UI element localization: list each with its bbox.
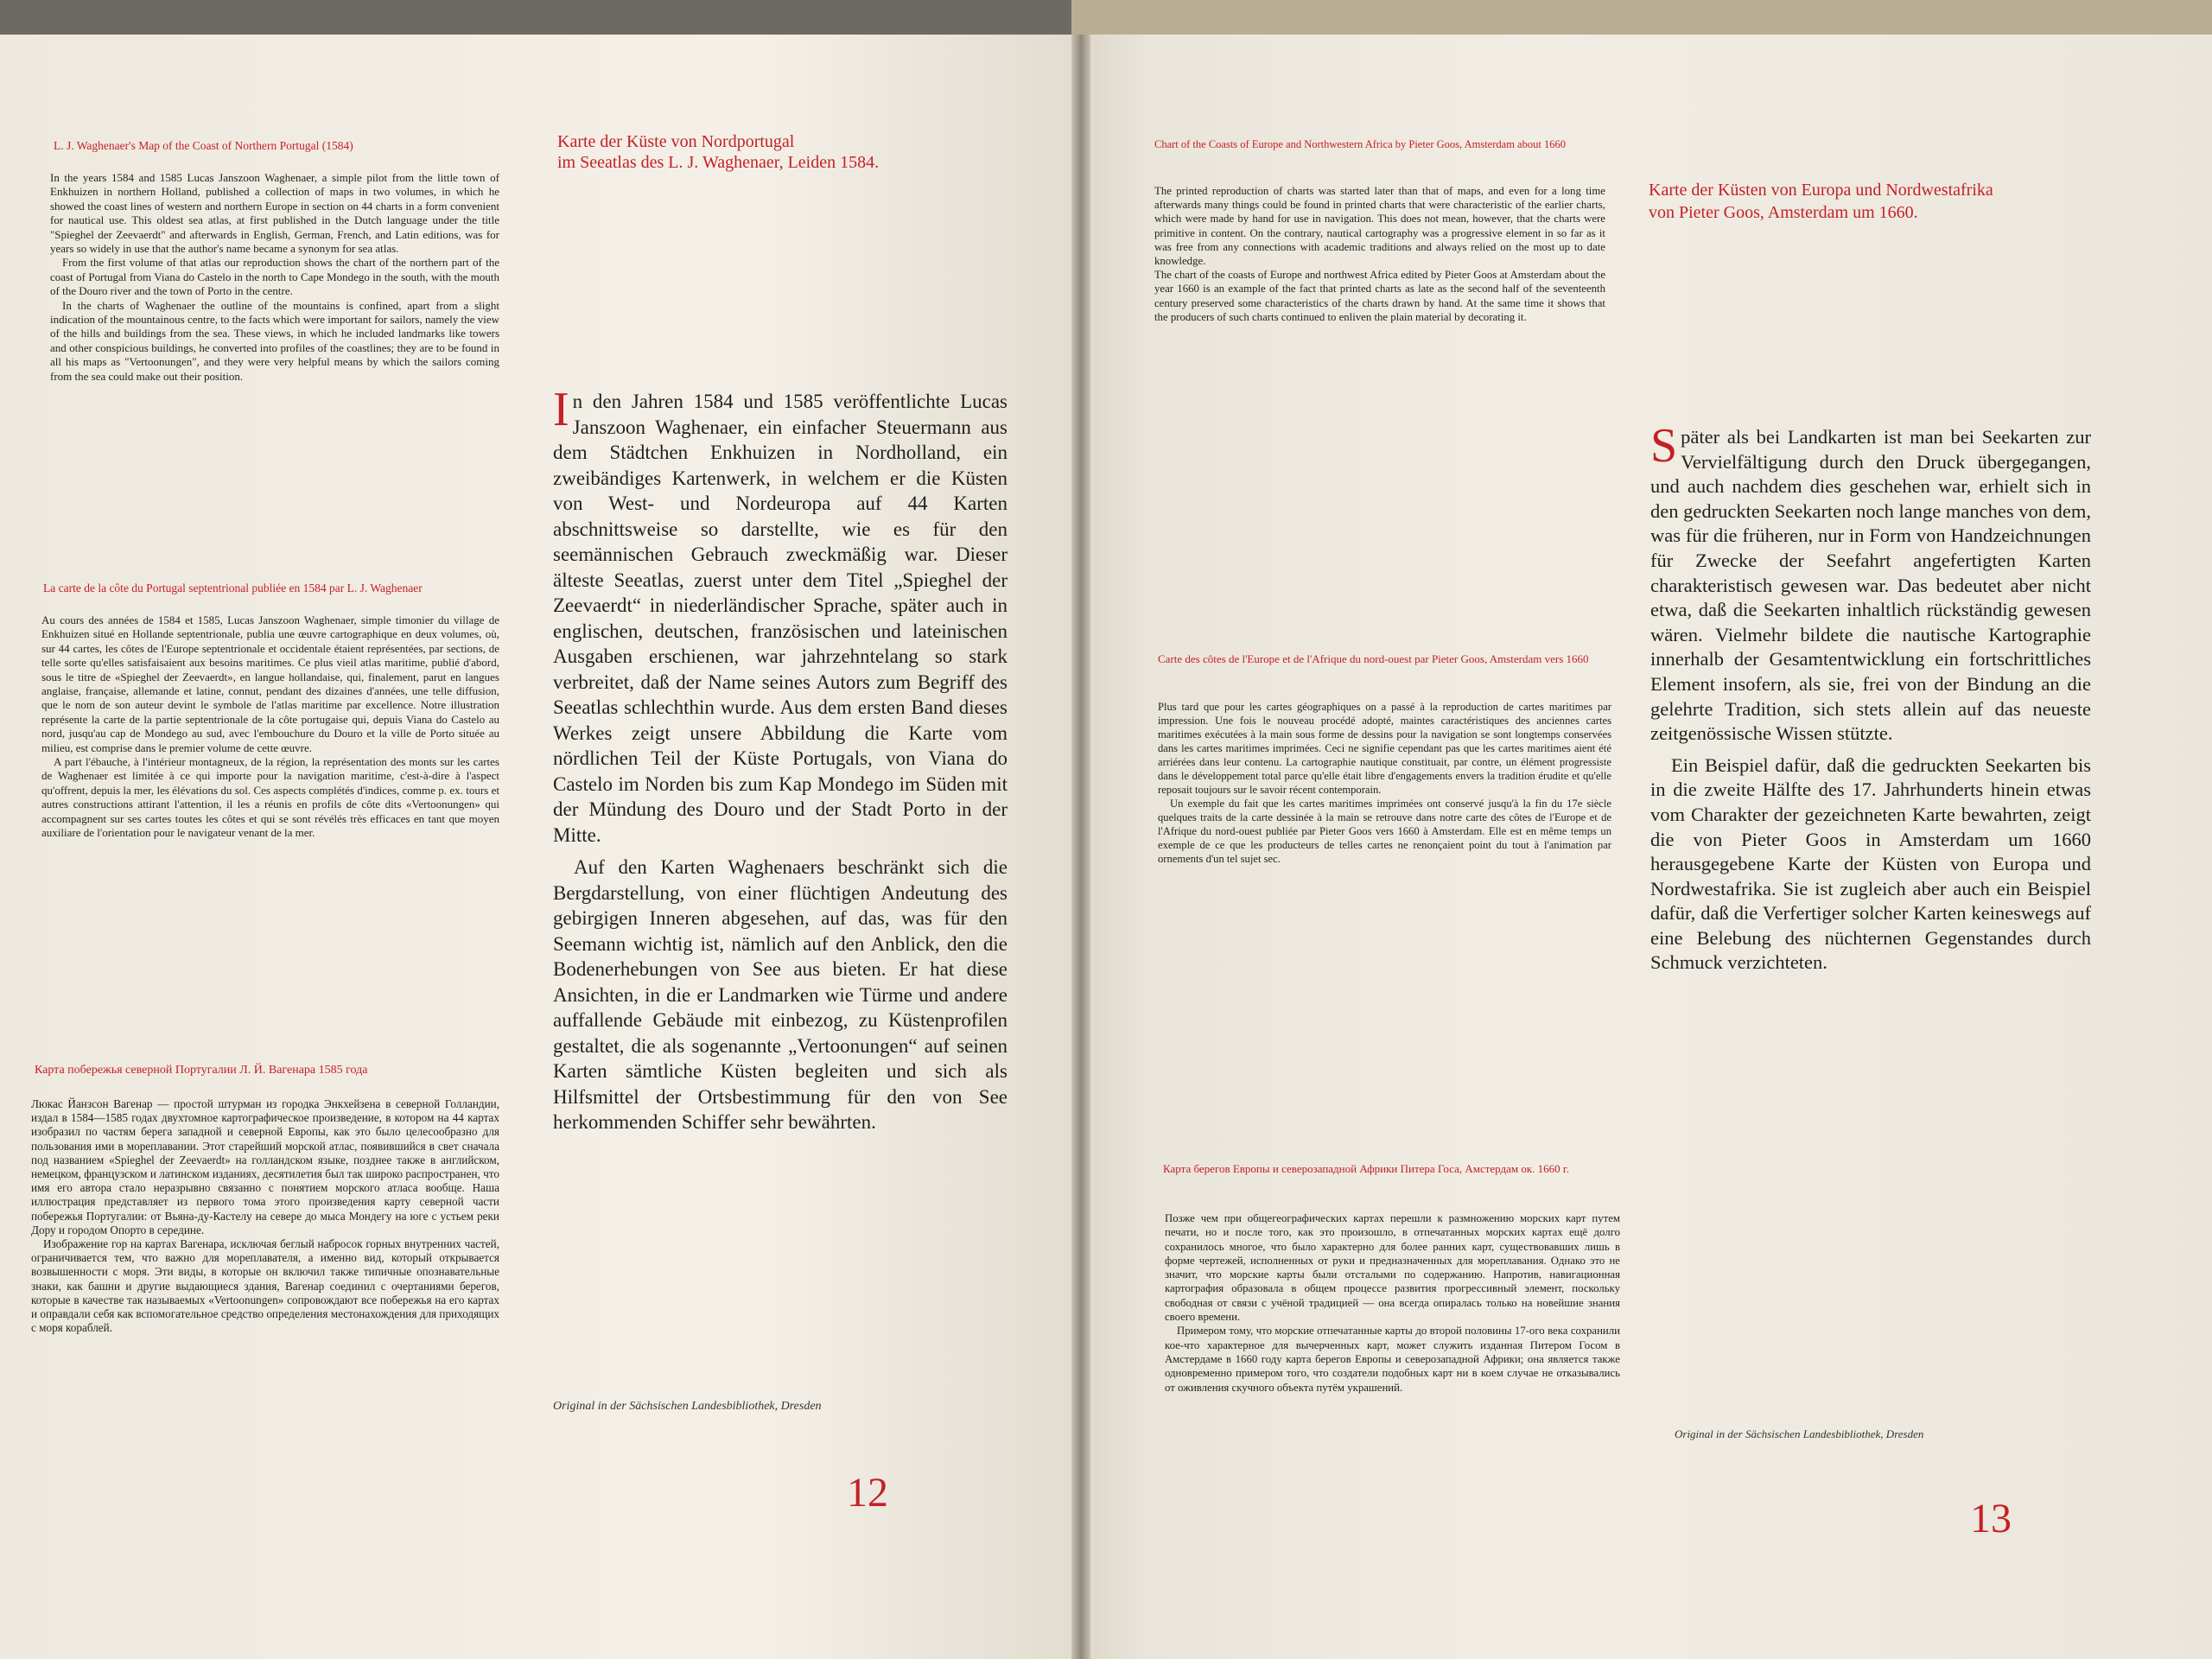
german-paragraph-1 xyxy=(1650,419,2091,747)
credit-line-left: Original in der Sächsischen Landesbibliothek, Dresden xyxy=(553,1400,822,1413)
english-paragraph-1: The printed reproduction of charts was started later than that of maps, and even for a long time afterwards many things could be found in printed charts that were characteristic of the earlier charts, which were made by hand for use in navigation. This does not mean, however, that the charts were primitive in content. On the contrary, nautical cartography was a progressive element in so far as it was free from any connections with academic traditions and always relied on the most up to date knowledge. xyxy=(1154,185,1605,268)
russian-paragraph-1: Позже чем при общегеографических картах перешли к размножению морских карт путем печати, но и после того, как это произошло, в отпечатанных морских картах ещё долго сохранилось многое, что было характерно для более ранних карт, существовавших лишь в форме чертежей, исполненных от руки и предназначенных для мореплавания. Однако это не значит, что морские карты были отсталыми по содержанию. Напротив, навигационная картография образовала в общем процессе развития прогрессивный элемент, поскольку свободная от связи с учёной традицией — она всегда опиралась только на новейшие знания своего времени. xyxy=(1165,1212,1620,1324)
credit-line-right: Original in der Sächsischen Landesbibliothek, Dresden xyxy=(1675,1427,1924,1440)
french-caption-right: Carte des côtes de l'Europe et de l'Afrique du nord-ouest par Pieter Goos, Amsterdam vers 1660 xyxy=(1158,652,1589,665)
french-caption-left: La carte de la côte du Portugal septentrional publiée en 1584 par L. J. Waghenaer xyxy=(43,582,423,594)
english-paragraph-2: The chart of the coasts of Europe and northwest Africa edited by Pieter Goos at Amsterdam about the year 1660 is an example of the fact that printed charts as late as the second half of the seventeenth century preserved some characteristics of the charts drawn by hand. At the same time it shows that the producers of such charts continued to enliven the plain material by decorating it. xyxy=(1154,269,1605,323)
german-title-line-1: Karte der Küsten von Europa und Nordwestafrika xyxy=(1649,181,1993,200)
french-text-left xyxy=(41,613,499,841)
russian-paragraph-1: Люкас Йанзсон Вагенар — простой штурман из городка Энкхейзена в северной Голландии, издал в 1584—1585 годах двухтомное картографическое произведение, в котором на 44 картах изобразил по частям берега западной и северной Европы, как это было целесообразно для пользования ими в мореплавании. Этот старейший морской атлас, появившийся в свет сначала под названием «Spieghel der Zeevaerdt» на голландском языке, позднее также в английском, немецком, французском и латинском изданиях, десятилетия был так широко распространен, что имя его автора стало неразрывно связанно с понятием морского атласа вообще. Наша иллюстрация представляет из первого тома этого произведения карту северной части побережья Португалии: от Вьяна-ду-Кастелу на севере до мыса Мондегу на юге с устьем реки Дору и городом Опорто в середине. xyxy=(31,1097,499,1236)
english-caption-left: L. J. Waghenaer's Map of the Coast of Northern Portugal (1584) xyxy=(54,139,353,152)
page-number-left: 12 xyxy=(847,1470,888,1516)
russian-text-right xyxy=(1165,1211,1620,1395)
german-paragraph-1 xyxy=(553,383,1007,848)
english-text-left xyxy=(50,171,499,384)
german-paragraph-2: Ein Beispiel dafür, daß die gedruckten Seekarten bis in die zweite Hälfte des 17. Jahrhunderts hinein etwas vom Charakter der gezeichneten Karte bewahrten, zeigt die von Pieter Goos in Amsterdam um 1660 herausgegebene Karte der Küsten von Europa und Nordwestafrika. Sie ist zugleich aber auch ein Beispiel dafür, daß die Verfertiger solcher Karten keineswegs auf eine Belebung des nüchternen Gegenstandes durch Schmuck verzichteten. xyxy=(1650,753,2091,974)
russian-paragraph-2: Изображение гор на картах Вагенара, исключая беглый набросок горных внутренних частей, ограничивается тем, что важно для мореплавателя, а именно вид, который открывается возвышенности с моря. Эти виды, в которые он включил также типичные опознавательные знаки, как башни и другие выдающиеся здания, Вагенар соединил с очертаниями берегов, которые в качестве так называемых «Vertoonungen» сопровождают все побережья на его картах и оправдали себя как вспомогательное средство определения местонахождения для приходящих с моря кораблей. xyxy=(31,1237,499,1335)
right-page xyxy=(1080,35,2212,1659)
page-number-right: 13 xyxy=(1970,1496,2012,1541)
french-text-right xyxy=(1158,700,1611,866)
german-paragraph-2: Auf den Karten Waghenaers beschränkt sich die Bergdarstellung, von einer flüchtigen Andeutung des gebirgigen Inneren abgesehen, auf das, was für den Seemann wichtig ist, nämlich auf den Anblick, den die Bodenerhebungen von See aus bieten. Er hat diese Ansichten, in die er Landmarken wie Türme und andere auffallende Gebäude mit einbezog, zu Küstenprofilen gestaltet, die als sogenannte „Vertoonungen“ auf seinen Karten sämtliche Küsten begleiten und sich als Hilfsmittel der Ortsbestimmung für den von See herkommenden Schiffer sehr bewährten. xyxy=(553,856,1007,1133)
drop-cap: I xyxy=(553,383,569,436)
english-paragraph-2: From the first volume of that atlas our reproduction shows the chart of the northern part of the coast of Portugal from Viana do Castelo in the north to Cape Mondego in the south, with the mouth of the Douro river and the town of Porto in the centre. xyxy=(50,256,499,298)
russian-caption-left: Карта побережья северной Португалии Л. Й. Вагенара 1585 года xyxy=(35,1064,368,1077)
english-caption-right: Chart of the Coasts of Europe and Northwestern Africa by Pieter Goos, Amsterdam about 1660 xyxy=(1154,138,1566,150)
french-paragraph-1: Au cours des années de 1584 et 1585, Lucas Janszoon Waghenaer, simple timonier du village de Enkhuizen situé en Hollande septentrionale, publia une œuvre cartographique en deux volumes, où, sur 44 cartes, les côtes de l'Europe septentrionale et occidentale étaient représentées, par sections, de telle sorte qu'elles satisfaisaient aux besoins maritimes. Ce plus vieil atlas maritime, publié d'abord, sous le titre de «Spieghel der Zeevaerdt», en langue hollandaise, qui, finalement, parut en langues anglaise, française, allemande et latine, connut, pendant des dizaines d'années, une telle diffusion, que le nom de son auteur devint le symbole de l'atlas maritime par excellence. Notre illustration représente la carte de la partie septentrionale de la côte portugaise qui, depuis Viana do Castelo au nord, jusqu'au cap de Mondego au sud, avec l'embouchure du Douro et la ville de Porto située au milieu, est comprise dans le premier volume de cette œuvre. xyxy=(41,613,499,754)
german-paragraph-1-text: päter als bei Landkarten ist man bei Seekarten zur Vervielfältigung durch den Druck übergegangen, und auch nachdem dies geschehen war, erhielt sich in den gedruckten Seekarten noch lange manches von dem, was für die früheren, nur in Form von Handzeichnungen für Zwecke der Seefahrt angefertigten Karten charakteristisch gewesen war. Das bedeutet aber nicht etwa, daß die Seekarten inhaltlich rückständig gewesen wären. Vielmehr bildete die nautische Kartographie innerhalb der Gesamtentwicklung ein fortschrittliches Element insofern, als sie, frei von der Bindung an die gelehrte Tradition, sich stets allein auf das neueste zeitgenössische Wissen stützte. xyxy=(1650,426,2091,745)
left-page xyxy=(0,35,1080,1659)
french-paragraph-2: A part l'ébauche, à l'intérieur montagneux, de la région, la représentation des monts sur les cartes de Waghenaer est limitée à ce qui importe pour la navigation maritime, c'est-à-dire à l'aspect qu'offrent, depuis la mer, les élévations du sol. Ces aspects complétés d'indices, comme p. ex. tours et autres constructions attirant l'attention, il les a réunis en profils de côte dits «Vertoonungen» qui accompagnent sur ses cartes toutes les côtes et qui se sont révélés très efficaces en tant que moyen auxiliare de l'orientation pour le navigateur venant de la mer. xyxy=(41,755,499,840)
german-title-line-2: im Seeatlas des L. J. Waghenaer, Leiden 1584. xyxy=(557,153,880,172)
french-paragraph-2: Un exemple du fait que les cartes maritimes imprimées ont conservé jusqu'à la fin du 17e siècle quelques traits de la carte dessinée à la main se retrouve dans notre carte des côtes de l'Europe et de l'Afrique du nord-ouest publiée par Pieter Goos vers 1660 à Amsterdam. Elle est en même temps un exemple de ce que les producteurs de telles cartes ne renonçaient point du tout à l'animation par ornements d'un tel sujet sec. xyxy=(1158,798,1611,865)
russian-caption-right: Карта берегов Европы и северозападной Африки Питера Госа, Амстердам ок. 1660 г. xyxy=(1163,1162,1570,1175)
book-spine xyxy=(1071,35,1090,1659)
german-title-line-2: von Pieter Goos, Amsterdam um 1660. xyxy=(1649,203,1918,222)
drop-cap: S xyxy=(1650,419,1678,473)
german-paragraph-1-text: n den Jahren 1584 und 1585 veröffentlichte Lucas Janszoon Waghenaer, ein einfacher Steuermann aus dem Städtchen Enkhuizen in Nordholland, ein zweibändiges Kartenwerk, in welchem er die Küsten von West- und Nordeuropa auf 44 Karten abschnittsweise so darstellte, wie es für den seemännischen Gebrauch zweckmäßig war. Dieser älteste Seeatlas, zuerst unter dem Titel „Spieghel der Zeevaerdt“ in niederländischer Sprache, später auch in englischen, deutschen, französischen und lateinischen Ausgaben erschienen, war jahrzehntelang so stark verbreitet, daß der Name seines Autors zum Begriff des Seeatlas schlechthin wurde. Aus dem ersten Band dieses Werkes zeigt unsere Abbildung die Karte vom nördlichen Teil der Küste Portugals, von Viana do Castelo im Norden bis zum Kap Mondego im Süden mit der Mündung des Douro und der Stadt Porto in der Mitte. xyxy=(553,391,1007,846)
german-text-left xyxy=(553,383,1007,1135)
english-text-right xyxy=(1154,184,1605,324)
russian-paragraph-2: Примером тому, что морские отпечатанные карты до второй половины 17-ого века сохранили кое-что характерное для вычерченных карт, может служить изданная Питером Госом в Амстердаме в 1660 году карта берегов Европы и северозападной Африки; она является также одновременно примером того, что создатели подобных карт ни в коем случае не отказывались от оживления скучного объекта путём украшений. xyxy=(1165,1325,1620,1394)
english-paragraph-3: In the charts of Waghenaer the outline of the mountains is confined, apart from a slight indication of the mountainous centre, to the facts which were important for sailors, namely the view of the hills and buildings from the sea. These views, in which he included landmarks like towers and other conspicious buildings, he converted into profiles of the coastlines; they are to be found in all his maps as "Vertoonungen", and they were very helpful means by which the sailors coming from the sea could make out their position. xyxy=(50,298,499,383)
english-paragraph-1: In the years 1584 and 1585 Lucas Janszoon Waghenaer, a simple pilot from the little town of Enkhuizen in northern Holland, published a collection of maps in two volumes, in which he showed the coast lines of western and northern Europe in section on 44 charts in a form convenient for nautical use. This oldest sea atlas, at first published in the Dutch language under the title "Spieghel der Zeevaerdt" and afterwards in English, German, French, and Latin editions, was for years so widely in use that the author's name became a synonym for sea atlas. xyxy=(50,171,499,256)
russian-text-left xyxy=(31,1097,499,1335)
german-text-right xyxy=(1650,419,2091,976)
french-paragraph-1: Plus tard que pour les cartes géographiques on a passé à la reproduction de cartes maritimes par impression. Une fois le nouveau procédé adopté, maintes caractéristiques des anciennes cartes maritimes exécutées à la main sous forme de dessins pour la navigation se sont longtemps conservées dans les cartes maritimes imprimées. Ceci ne signifie cependant pas que les cartes maritimes aient été arriérées dans leur contenu. La cartographie nautique constituait, par contre, un élément progressiste dans le développement total parce qu'elle était libre d'engagements envers la tradition érudite et qu'elle reposait toujours sur le savoir récent contemporain. xyxy=(1158,701,1611,796)
german-title-line-1: Karte der Küste von Nordportugal xyxy=(557,132,795,151)
